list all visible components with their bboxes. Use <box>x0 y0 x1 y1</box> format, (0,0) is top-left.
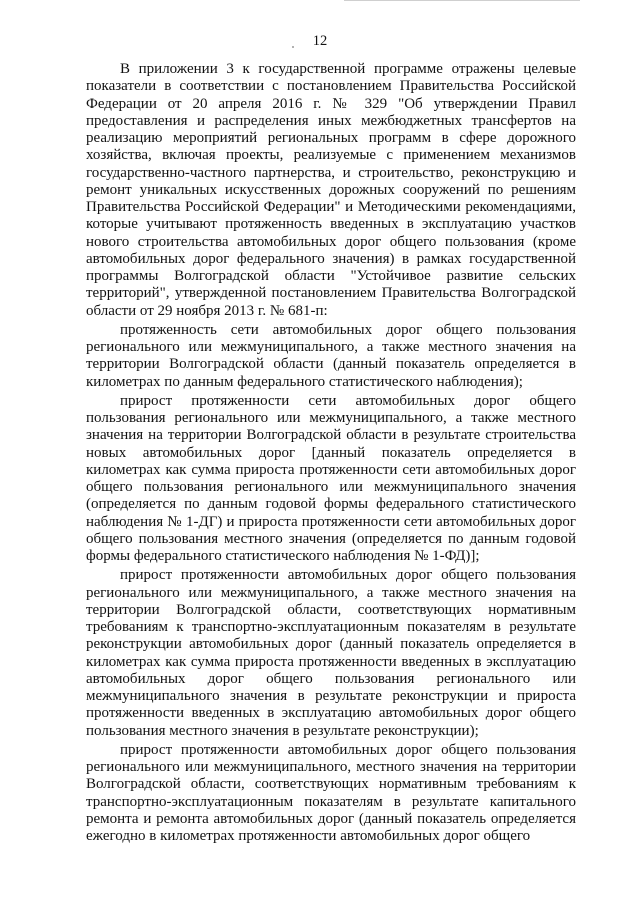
paragraph-network-length: протяженность сети автомобильных дорог общего пользования регионального или межмуниципального, а также местного значения на территории Волгоградской области (данный показатель определяется в километрах по данным федерального статистического наблюдения); <box>86 321 576 390</box>
body-text <box>86 61 576 847</box>
paragraph-construction-growth: прирост протяженности сети автомобильных дорог общего пользования регионального или межмуниципального, а также местного значения на территории Волгоградской области в результате строительства новых автомобильных дорог [данный показатель определяется в километрах как сумма прироста протяженности сети автомобильных дорог общего пользования регионального или межмуниципального значения (определяется по данным годовой формы федерального статистического наблюдения № 1-ДГ) и прироста протяженности сети автомобильных дорог общего пользования местного значения (определяется по данным годовой формы федерального статистического наблюдения № 1-ФД)]; <box>86 392 576 564</box>
paragraph-reconstruction-growth: прирост протяженности автомобильных дорог общего пользования регионального или межмуниципального, а также местного значения на территории Волгоградской области, соответствующих нормативным требованиям к транспортно-эксплуатационным показателям в результате реконструкции автомобильных дорог (данный показатель определяется в километрах как сумма прироста протяженности введенных в эксплуатацию автомобильных дорог общего пользования регионального или межмуниципального значения в результате реконструкции и прироста протяженности введенных в эксплуатацию автомобильных дорог общего пользования местного значения в результате реконструкции); <box>86 567 576 739</box>
paragraph-repair-growth: прирост протяженности автомобильных дорог общего пользования регионального или межмуниципального, местного значения на территории Волгоградской области, соответствующих нормативным требованиям к транспортно-эксплуатационным показателям в результате капитального ремонта и ремонта автомобильных дорог (данный показатель определяется ежегодно в километрах протяженности автомобильных дорог общего <box>86 741 576 844</box>
page-number: 12 <box>312 33 328 49</box>
scan-edge-line <box>344 0 580 1</box>
paragraph-intro: В приложении 3 к государственной программе отражены целевые показатели в соответствии с постановлением Правительства Российской Федерации от 20 апреля 2016 г. № 329 "Об утверждении Правил предоставления и распределения иных межбюджетных трансфертов на реализацию мероприятий региональных программ в сфере дорожного хозяйства, включая проекты, реализуемые с применением механизмов государственно-частного партнерства, и строительство, реконструкцию и ремонт уникальных искусственных дорожных сооружений по решениям Правительства Российской Федерации" и Методическими рекомендациями, которые учитывают протяженность введенных в эксплуатацию участков нового строительства автомобильных дорог общего пользования (кроме автомобильных дорог федерального значения) в рамках государственной программы Волгоградской области "Устойчивое развитие сельских территорий", утвержденной постановлением Правительства Волгоградской области от 29 ноября 2013 г. № 681-п: <box>86 61 576 319</box>
